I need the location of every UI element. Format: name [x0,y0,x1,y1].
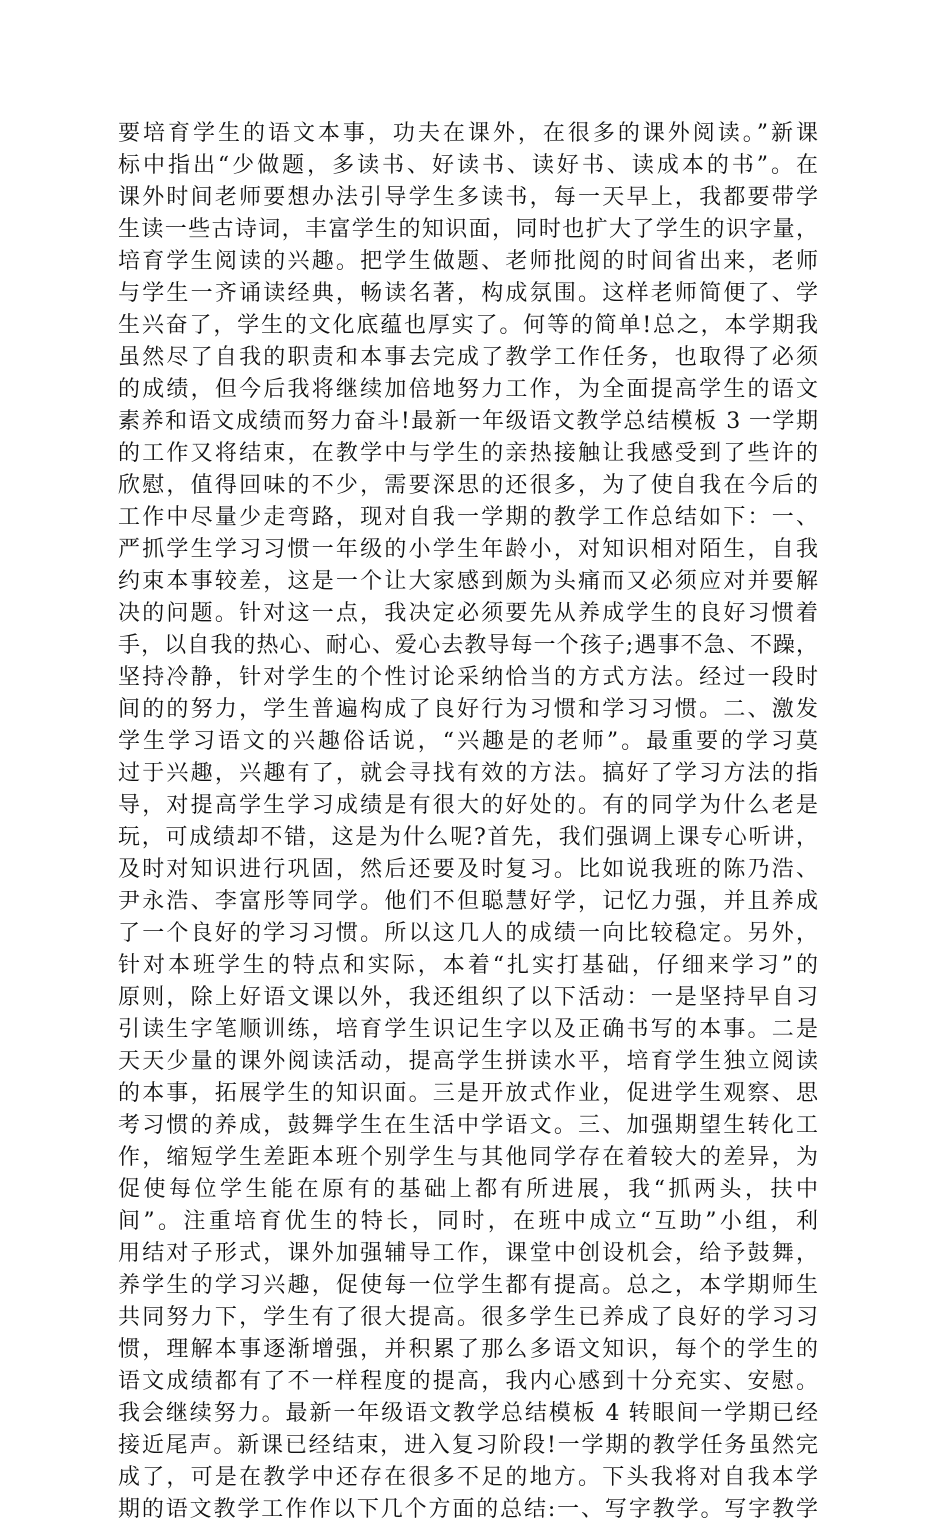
text-line: 工作中尽量少走弯路，现对自我一学期的教学工作总结如下：一、 [118,505,818,530]
text-line: 引读生字笔顺训练，培育学生识记生字以及正确书写的本事。二是 [118,1017,818,1042]
text-line: 导，对提高学生学习成绩是有很大的好处的。有的同学为什么老是 [118,793,818,818]
text-line: 严抓学生学习习惯一年级的小学生年龄小，对知识相对陌生，自我 [118,537,818,562]
text-line: 坚持冷静，针对学生的个性讨论采纳恰当的方式方法。经过一段时 [118,665,818,690]
text-line: 的成绩，但今后我将继续加倍地努力工作，为全面提高学生的语文 [118,377,818,402]
text-line: 间的的努力，学生普遍构成了良好行为习惯和学习习惯。二、激发 [118,697,818,722]
text-line: 生读一些古诗词，丰富学生的知识面，同时也扩大了学生的识字量， [118,217,818,242]
text-line: 培育学生阅读的兴趣。把学生做题、老师批阅的时间省出来，老师 [118,249,818,274]
text-line: 要培育学生的语文本事，功夫在课外，在很多的课外阅读。”新课 [118,121,818,146]
text-line: 原则，除上好语文课以外，我还组织了以下活动：一是坚持早自习 [118,985,818,1010]
text-line: 期的语文教学工作作以下几个方面的总结:一、写字教学。写字教学 [118,1497,818,1522]
text-line: 学生学习语文的兴趣俗话说，“兴趣是的老师”。最重要的学习莫 [118,729,818,754]
text-line: 决的问题。针对这一点，我决定必须要先从养成学生的良好习惯着 [118,601,818,626]
text-line: 玩，可成绩却不错，这是为什么呢?首先，我们强调上课专心听讲， [118,825,818,850]
text-line: 标中指出“少做题，多读书、好读书、读好书、读成本的书”。在 [118,153,818,178]
text-line: 针对本班学生的特点和实际，本着“扎实打基础，仔细来学习”的 [118,953,818,978]
text-line: 了一个良好的学习习惯。所以这几人的成绩一向比较稳定。另外， [118,921,818,946]
text-line: 作，缩短学生差距本班个别学生与其他同学存在着较大的差异，为 [118,1145,818,1170]
text-line: 间”。注重培育优生的特长，同时，在班中成立“互助”小组，利 [118,1209,818,1234]
text-line: 考习惯的养成，鼓舞学生在生活中学语文。三、加强期望生转化工 [118,1113,818,1138]
text-line: 素养和语文成绩而努力奋斗!最新一年级语文教学总结模板 3 一学期 [118,409,818,434]
text-line: 养学生的学习兴趣，促使每一位学生都有提高。总之，本学期师生 [118,1273,818,1298]
text-line: 惯，理解本事逐渐增强，并积累了那么多语文知识，每个的学生的 [118,1337,818,1362]
text-line: 约束本事较差，这是一个让大家感到颇为头痛而又必须应对并要解 [118,569,818,594]
text-line: 与学生一齐诵读经典，畅读名著，构成氛围。这样老师简便了、学 [118,281,818,306]
text-line: 接近尾声。新课已经结束，进入复习阶段!一学期的教学任务虽然完 [118,1433,818,1458]
text-line: 生兴奋了，学生的文化底蕴也厚实了。何等的简单!总之，本学期我 [118,313,818,338]
text-line: 语文成绩都有了不一样程度的提高，我内心感到十分充实、安慰。 [118,1369,818,1394]
text-line: 课外时间老师要想办法引导学生多读书，每一天早上，我都要带学 [118,185,818,210]
text-line: 用结对子形式，课外加强辅导工作，课堂中创设机会，给予鼓舞， [118,1241,818,1266]
text-line: 手，以自我的热心、耐心、爱心去教导每一个孩子;遇事不急、不躁， [118,633,818,658]
text-line: 及时对知识进行巩固，然后还要及时复习。比如说我班的陈乃浩、 [118,857,818,882]
text-line: 欣慰，值得回味的不少，需要深思的还很多，为了使自我在今后的 [118,473,818,498]
text-line: 共同努力下，学生有了很大提高。很多学生已养成了良好的学习习 [118,1305,818,1330]
text-line: 虽然尽了自我的职责和本事去完成了教学工作任务，也取得了必须 [118,345,818,370]
text-line: 我会继续努力。最新一年级语文教学总结模板 4 转眼间一学期已经 [118,1401,818,1426]
text-line: 天天少量的课外阅读活动，提高学生拼读水平，培育学生独立阅读 [118,1049,818,1074]
text-line: 促使每位学生能在原有的基础上都有所进展，我“抓两头，扶中 [118,1177,818,1202]
body-text [118,118,818,1526]
text-line: 尹永浩、李富彤等同学。他们不但聪慧好学，记忆力强，并且养成 [118,889,818,914]
text-line: 的本事，拓展学生的知识面。三是开放式作业，促进学生观察、思 [118,1081,818,1106]
text-line: 的工作又将结束，在教学中与学生的亲热接触让我感受到了些许的 [118,441,818,466]
text-line: 过于兴趣，兴趣有了，就会寻找有效的方法。搞好了学习方法的指 [118,761,818,786]
text-line: 成了，可是在教学中还存在很多不足的地方。下头我将对自我本学 [118,1465,818,1490]
